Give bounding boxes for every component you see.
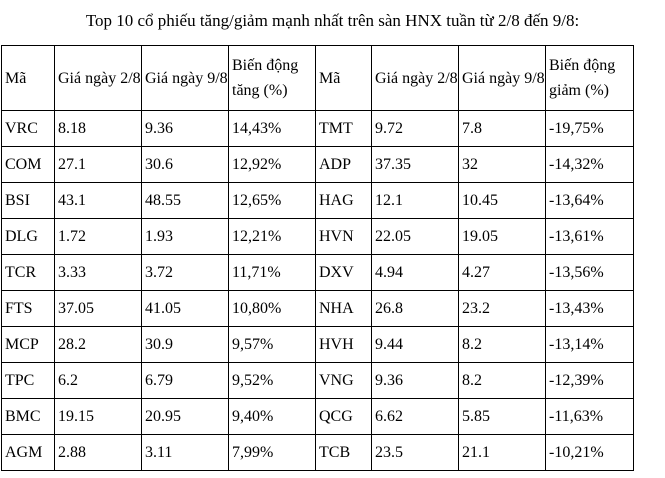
table-row [2, 183, 634, 219]
cell-ticker-loser: HAG [316, 183, 372, 219]
cell-ticker-loser: HVN [316, 219, 372, 255]
cell-price-aug9-gainer: 48.55 [142, 183, 229, 219]
cell-change-down: -11,63% [546, 399, 634, 435]
header-change-down: Biến động giảm (%) [546, 46, 634, 111]
table-caption: Top 10 cổ phiếu tăng/giảm mạnh nhất trên sàn HNX tuần từ 2/8 đến 9/8: [85, 11, 580, 30]
cell-change-down: -13,43% [546, 291, 634, 327]
cell-price-aug9-loser: 23.2 [459, 291, 546, 327]
cell-price-aug2-loser: 37.35 [372, 147, 459, 183]
table-row [2, 291, 634, 327]
table-row [2, 363, 634, 399]
cell-price-aug9-loser: 8.2 [459, 327, 546, 363]
cell-change-down: -13,64% [546, 183, 634, 219]
table-row [2, 399, 634, 435]
cell-price-aug2-loser: 9.72 [372, 111, 459, 147]
cell-ticker-gainer: AGM [2, 435, 55, 471]
table-row [2, 147, 634, 183]
cell-ticker-gainer: BMC [2, 399, 55, 435]
cell-price-aug2-gainer: 6.2 [55, 363, 142, 399]
header-ticker-gainers: Mã [2, 46, 55, 111]
cell-price-aug9-loser: 21.1 [459, 435, 546, 471]
table-row [2, 219, 634, 255]
cell-price-aug2-gainer: 43.1 [55, 183, 142, 219]
cell-ticker-loser: VNG [316, 363, 372, 399]
cell-price-aug9-loser: 10.45 [459, 183, 546, 219]
cell-ticker-gainer: VRC [2, 111, 55, 147]
cell-ticker-gainer: MCP [2, 327, 55, 363]
cell-ticker-gainer: BSI [2, 183, 55, 219]
cell-change-up: 12,92% [229, 147, 316, 183]
cell-price-aug2-loser: 26.8 [372, 291, 459, 327]
cell-ticker-gainer: COM [2, 147, 55, 183]
table-row [2, 327, 634, 363]
cell-ticker-gainer: TPC [2, 363, 55, 399]
header-change-up: Biến động tăng (%) [229, 46, 316, 111]
header-price-aug2-gainers: Giá ngày 2/8 [55, 46, 142, 111]
cell-price-aug2-loser: 9.36 [372, 363, 459, 399]
cell-price-aug9-gainer: 6.79 [142, 363, 229, 399]
cell-price-aug9-loser: 19.05 [459, 219, 546, 255]
cell-ticker-gainer: FTS [2, 291, 55, 327]
cell-price-aug2-loser: 12.1 [372, 183, 459, 219]
table-row [2, 435, 634, 471]
cell-price-aug9-gainer: 20.95 [142, 399, 229, 435]
cell-ticker-gainer: TCR [2, 255, 55, 291]
cell-price-aug2-gainer: 8.18 [55, 111, 142, 147]
cell-price-aug2-gainer: 2.88 [55, 435, 142, 471]
header-price-aug9-gainers: Giá ngày 9/8 [142, 46, 229, 111]
cell-price-aug9-gainer: 1.93 [142, 219, 229, 255]
cell-price-aug9-loser: 8.2 [459, 363, 546, 399]
cell-change-up: 12,65% [229, 183, 316, 219]
header-price-aug2-losers: Giá ngày 2/8 [372, 46, 459, 111]
cell-change-down: -14,32% [546, 147, 634, 183]
cell-price-aug9-gainer: 30.9 [142, 327, 229, 363]
cell-change-up: 11,71% [229, 255, 316, 291]
cell-ticker-loser: DXV [316, 255, 372, 291]
cell-price-aug9-gainer: 3.72 [142, 255, 229, 291]
cell-change-up: 10,80% [229, 291, 316, 327]
cell-price-aug9-loser: 4.27 [459, 255, 546, 291]
cell-price-aug2-gainer: 3.33 [55, 255, 142, 291]
cell-price-aug2-loser: 6.62 [372, 399, 459, 435]
cell-change-down: -19,75% [546, 111, 634, 147]
cell-price-aug2-gainer: 27.1 [55, 147, 142, 183]
cell-price-aug2-gainer: 1.72 [55, 219, 142, 255]
cell-price-aug2-gainer: 28.2 [55, 327, 142, 363]
table-row [2, 255, 634, 291]
stock-table [1, 45, 634, 471]
header-price-aug9-losers: Giá ngày 9/8 [459, 46, 546, 111]
cell-ticker-loser: ADP [316, 147, 372, 183]
cell-price-aug9-loser: 32 [459, 147, 546, 183]
cell-ticker-loser: QCG [316, 399, 372, 435]
cell-price-aug9-gainer: 3.11 [142, 435, 229, 471]
cell-price-aug2-gainer: 19.15 [55, 399, 142, 435]
cell-change-up: 14,43% [229, 111, 316, 147]
cell-price-aug2-gainer: 37.05 [55, 291, 142, 327]
cell-ticker-loser: NHA [316, 291, 372, 327]
cell-price-aug2-loser: 23.5 [372, 435, 459, 471]
cell-change-up: 7,99% [229, 435, 316, 471]
cell-price-aug2-loser: 9.44 [372, 327, 459, 363]
cell-change-up: 9,40% [229, 399, 316, 435]
cell-change-down: -12,39% [546, 363, 634, 399]
cell-ticker-gainer: DLG [2, 219, 55, 255]
cell-price-aug9-loser: 7.8 [459, 111, 546, 147]
cell-price-aug9-gainer: 30.6 [142, 147, 229, 183]
cell-change-up: 12,21% [229, 219, 316, 255]
table-row [2, 111, 634, 147]
cell-price-aug9-gainer: 41.05 [142, 291, 229, 327]
cell-ticker-loser: TMT [316, 111, 372, 147]
cell-price-aug2-loser: 4.94 [372, 255, 459, 291]
header-ticker-losers: Mã [316, 46, 372, 111]
cell-change-up: 9,52% [229, 363, 316, 399]
cell-ticker-loser: HVH [316, 327, 372, 363]
cell-change-down: -13,61% [546, 219, 634, 255]
cell-change-down: -10,21% [546, 435, 634, 471]
table-header-row [2, 46, 634, 111]
cell-price-aug9-gainer: 9.36 [142, 111, 229, 147]
cell-price-aug9-loser: 5.85 [459, 399, 546, 435]
cell-ticker-loser: TCB [316, 435, 372, 471]
cell-change-down: -13,56% [546, 255, 634, 291]
cell-price-aug2-loser: 22.05 [372, 219, 459, 255]
cell-change-up: 9,57% [229, 327, 316, 363]
cell-change-down: -13,14% [546, 327, 634, 363]
